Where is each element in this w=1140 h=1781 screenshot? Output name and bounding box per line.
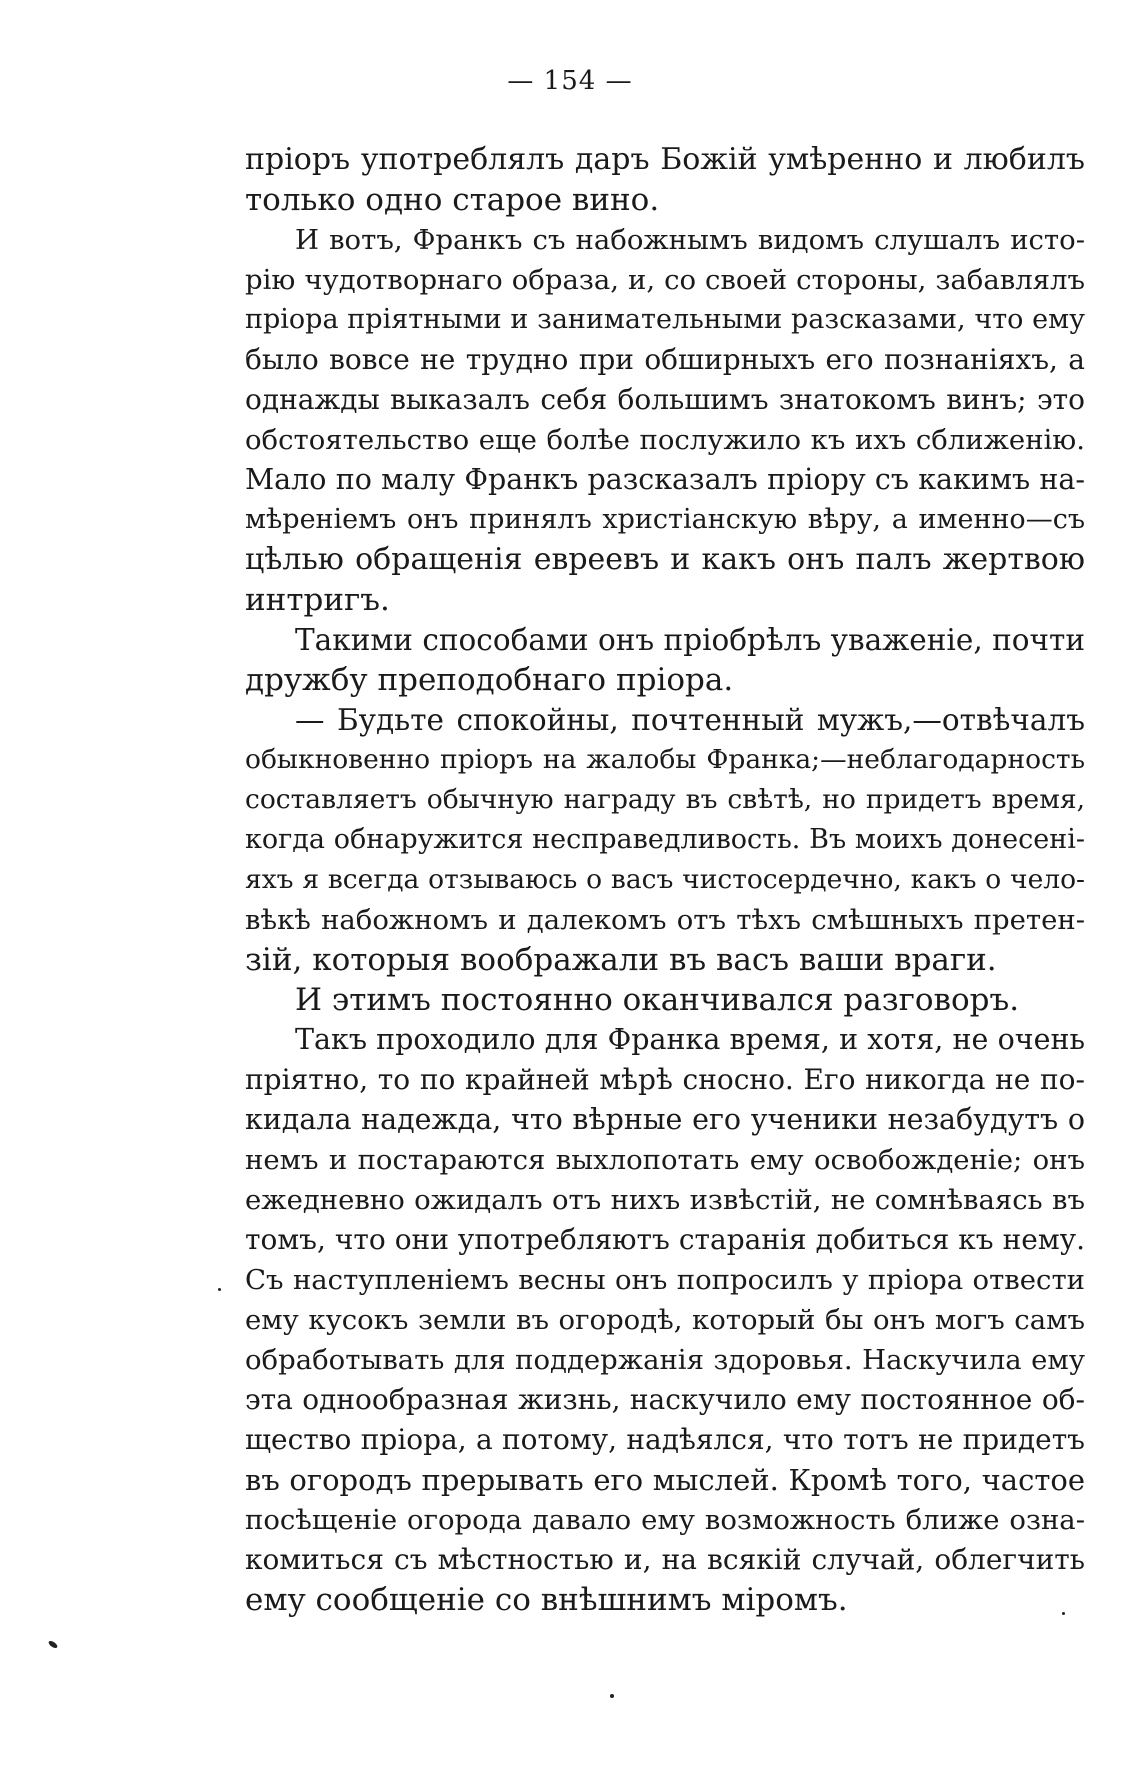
text-line: щество пріора, а потому, надѣялся, что тотъ не придетъ [245,1423,1085,1456]
text-line: немъ и постараются выхлопотать ему освобожденіе; онъ [245,1144,1085,1176]
text-line: интригъ. [245,582,390,618]
scan-speck [610,1694,614,1698]
text-line: пріора пріятными и занимательными разсказами, что ему [245,304,1085,335]
text-line: ежедневно ожидалъ отъ нихъ извѣстій, не сомнѣваясь въ [245,1184,1085,1216]
text-line: зій, которыя воображали въ васъ ваши враги. [245,942,997,978]
scan-speck [218,1288,221,1291]
text-line: ему кусокъ земли въ огородѣ, который бы онъ могъ самъ [245,1304,1085,1336]
paragraph-start-line: — Будьте спокойны, почтенный мужъ,—отвѣчалъ [295,703,1085,737]
text-line: рію чудотворнаго образа, и, со своей стороны, забавлялъ [245,264,1085,296]
text-line: дружбу преподобнаго пріора. [245,662,734,698]
text-line: ему сообщеніе со внѣшнимъ міромъ. [245,1582,848,1618]
text-line: посѣщеніе огорода давало ему возможность ближе озна- [245,1504,1085,1536]
paragraph-start-line: Такъ проходило для Франка время, и хотя, не очень [295,1023,1085,1056]
text-line: составляетъ обычную награду въ свѣтѣ, но придетъ время, [245,784,1085,815]
text-line: цѣлью обращенія евреевъ и какъ онъ палъ жертвою [245,542,1085,577]
text-line: только одно старое вино. [245,182,660,218]
text-line: яхъ я всегда отзываюсь о васъ чистосердечно, какъ о чело- [245,864,1085,895]
text-line: когда обнаружится несправедливость. Въ моихъ донесені- [245,824,1085,855]
text-line: однажды выказалъ себя большимъ знатокомъ винъ; это [245,383,1085,416]
text-line: было вовсе не трудно при обширныхъ его познаніяхъ, а [245,343,1085,376]
text-line: томъ, что они употребляютъ старанія добиться къ нему. [245,1223,1085,1256]
paragraph-start-line: И вотъ, Франкъ съ набожнымъ видомъ слушалъ исто- [295,224,1085,256]
text-line: обработывать для поддержанія здоровья. Наскучила ему [245,1344,1085,1376]
scan-speck [47,1640,58,1650]
paragraph-start-line: Такими способами онъ пріобрѣлъ уваженіе, почти [295,623,1085,657]
text-line: обыкновенно пріоръ на жалобы Франка;—неблагодарность [245,744,1085,775]
text-line: Мало по малу Франкъ разсказалъ пріору съ какимъ на- [245,463,1085,496]
text-line: комиться съ мѣстностью и, на всякій случай, облегчить [245,1543,1085,1576]
page-number: — 154 — [507,66,633,96]
text-line: эта однообразная жизнь, наскучило ему постоянное об- [245,1383,1085,1416]
paragraph-start-line: И этимъ постоянно оканчивался разговоръ. [295,982,1020,1018]
scan-speck [1062,1612,1065,1615]
text-line: Съ наступленіемъ весны онъ попросилъ у пріора отвести [245,1264,1085,1296]
text-line: мѣреніемъ онъ принялъ христіанскую вѣру, а именно—съ [245,504,1085,535]
text-line: кидала надежда, что вѣрные его ученики незабудутъ о [245,1103,1085,1136]
text-line: пріятно, то по крайней мѣрѣ сносно. Его никогда не по- [245,1063,1085,1096]
text-line: обстоятельство еще болѣе послужило къ ихъ сближенію. [245,424,1085,456]
body-text [245,140,1085,1620]
text-line: въ огородъ прерывать его мыслей. Кромѣ того, частое [245,1463,1085,1497]
text-line: пріоръ употреблялъ даръ Божій умѣренно и любилъ [245,142,1085,177]
text-line: вѣкѣ набожномъ и далекомъ отъ тѣхъ смѣшныхъ претен- [245,904,1085,936]
